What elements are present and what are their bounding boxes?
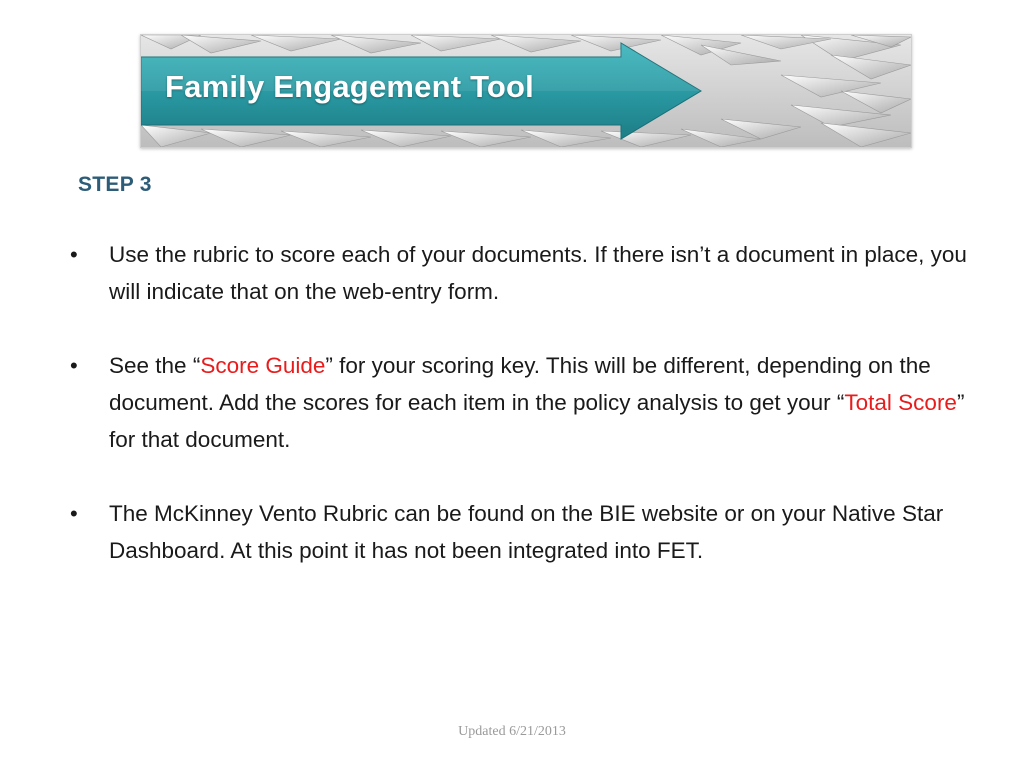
banner-title: Family Engagement Tool — [165, 69, 534, 104]
bullet-item-score-guide — [70, 347, 970, 458]
bullet-text-part: ” for that document. — [109, 390, 965, 452]
bullet-marker: • — [70, 501, 78, 526]
bullet-marker: • — [70, 242, 78, 267]
bullet-marker: • — [70, 353, 78, 378]
bullet-list — [70, 236, 970, 606]
step-heading: STEP 3 — [78, 173, 152, 196]
bullet-text: The McKinney Vento Rubric can be found on the BIE website or on your Native Star Dashboard. At this point it has not been integrated into FET. — [109, 501, 944, 563]
total-score-highlight: Total Score — [844, 390, 957, 415]
footer-updated-date: Updated 6/21/2013 — [458, 724, 566, 739]
bullet-item-mckinney-vento — [70, 495, 970, 569]
bullet-text-part: See the “ — [109, 353, 201, 378]
score-guide-highlight: Score Guide — [200, 353, 326, 378]
bullet-text: Use the rubric to score each of your documents. If there isn’t a document in place, you will indicate that on the web-entry form. — [109, 242, 967, 304]
bullet-text-part: ” for your scoring key. This will be different, depending on the document. Add the scores for each item in the policy analysis to get your “ — [109, 353, 931, 415]
bullet-item-rubric — [70, 236, 970, 310]
banner-image — [140, 34, 912, 148]
